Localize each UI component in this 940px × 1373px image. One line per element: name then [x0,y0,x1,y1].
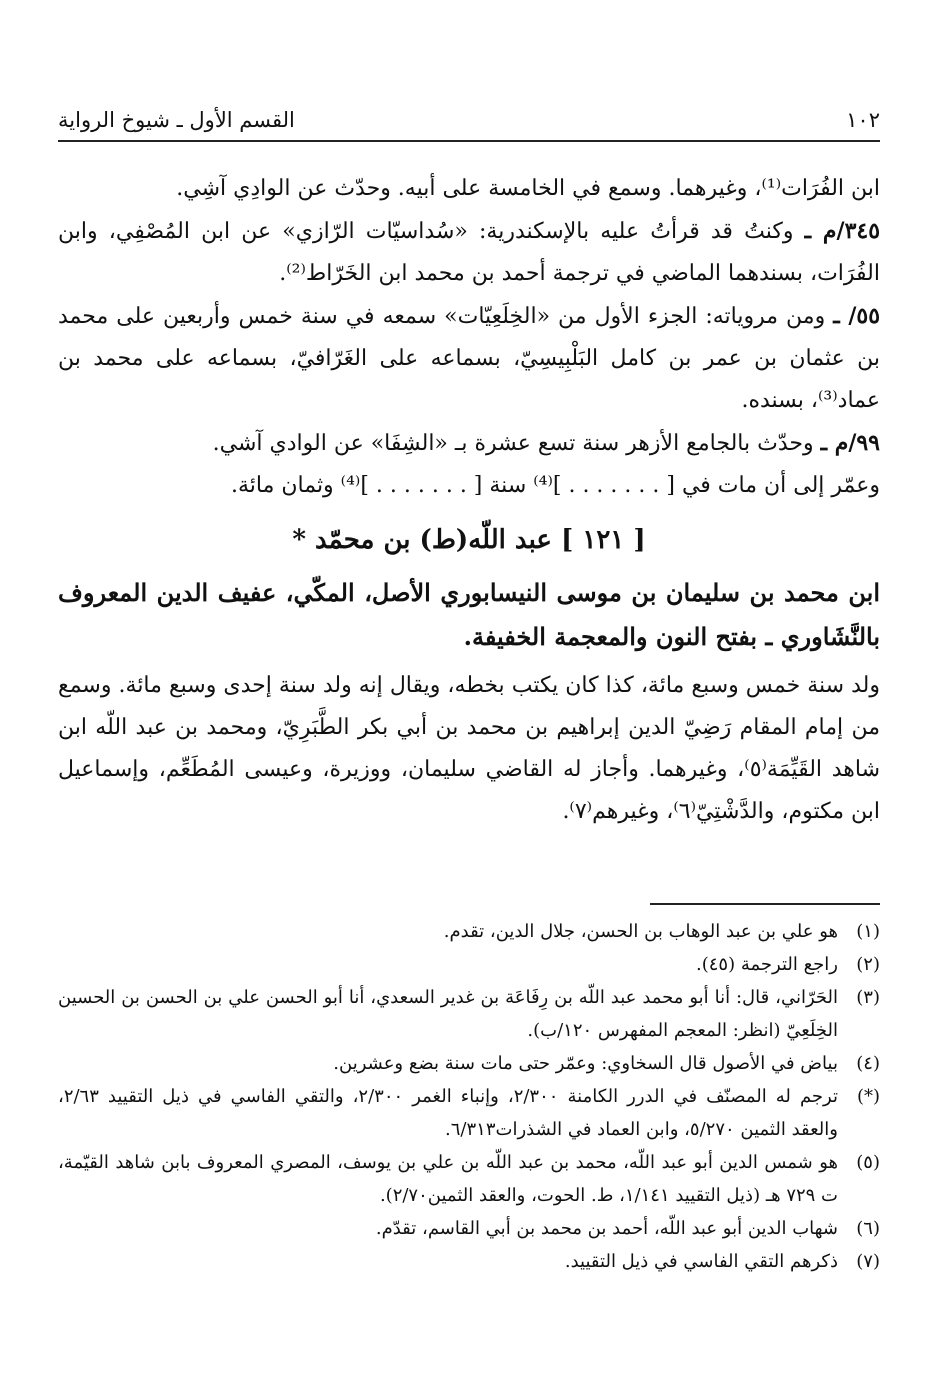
footnote-number: (٢) [856,954,880,975]
running-title: القسم الأول ـ شيوخ الرواية [58,108,295,132]
footnote-text: هو علي بن عبد الوهاب بن الحسن، جلال الدين، تقدم. [443,921,838,942]
paragraph: وعمّر إلى أن مات في [ . . . . . . . ]⁽⁴⁾ سنة [ . . . . . . . ]⁽⁴⁾ وثمان مائة. [230,473,880,498]
footnote-text: بياض في الأصول قال السخاوي: وعمّر حتى مات سنة بضع وعشرين. [333,1053,838,1074]
footnote-text: الحَرّاني، قال: أنا أبو محمد عبد اللّه بن رِفَاعَة بن غدير السعدي، أنا أبو الحسن علي بن الحسن بن الحسين الخِلَعِيّ (انظر: المعجم المفهرس ١٢٠/ب). [58,987,838,1041]
footnote [58,981,880,1047]
entry-title: [ ١٢١ ] عبد اللّه(ط) بن محمّد * [292,525,646,555]
footnote-text: هو شمس الدين أبو عبد اللّه، محمد بن عبد اللّه بن علي بن يوسف، المصري المعروف بابن شاهد القيّمة، ت ٧٢٩ هـ (ذيل التقييد ١/١٤١، ط. الحوت، والعقد الثمين٢/٧٠). [58,1152,838,1206]
paragraph-text: وحدّث بالجامع الأزهر سنة تسع عشرة بـ «الشِفَا» عن الوادي آشي. [212,431,814,456]
page-number: ١٠٢ [846,108,880,132]
footnote [58,1080,880,1146]
footnote [58,915,880,948]
footnote [58,1212,880,1245]
paragraph: ابن الفُرَات⁽¹⁾، وغيرهما. وسمع في الخامسة على أبيه. وحدّث عن الوادِي آشِي. [176,176,880,201]
footnote-number: (*) [856,1086,880,1107]
footnote [58,1146,880,1212]
footnote-number: (٤) [856,1053,880,1074]
footnote-text: ترجم له المصنّف في الدرر الكامنة ٢/٣٠٠، وإنباء الغمر ٢/٣٠٠، والتقي الفاسي في ذيل التقييد ٢/٦٣، والعقد الثمين ٥/٢٧٠، وابن العماد في الشذرات٦/٣١٣. [58,1086,838,1140]
footnote-number: (٦) [856,1218,880,1239]
paragraph-text: ومن مروياته: الجزء الأول من «الخِلَعِيّات» سمعه في سنة خمس وأربعين على محمد بن عثمان بن عمر بن كامل البَلْبِيسِيّ، بسماعه على الغَرّافيّ، بسماعه على محمد بن عماد⁽³⁾، بسنده. [58,304,880,413]
footnote-text: ذكرهم التقي الفاسي في ذيل التقييد. [564,1251,838,1272]
footnote [58,1245,880,1278]
book-page [58,0,880,1373]
footnote-text: راجع الترجمة (٤٥). [696,954,838,975]
footnote [58,1047,880,1080]
footnote-text: شهاب الدين أبو عبد اللّه، أحمد بن محمد بن أبي القاسم، تقدّم. [375,1218,838,1239]
running-head [58,92,880,142]
footnote-divider [650,903,880,905]
paragraph [58,295,880,422]
paragraph [58,422,880,465]
footnote-number: (٣) [856,987,880,1008]
footnotes [58,915,880,1278]
footnote-number: (١) [856,921,880,942]
paragraph [58,210,880,295]
entry-marker: ٣٤٥/م ـ [804,218,881,244]
footnote-number: (٧) [856,1251,880,1272]
paragraph-text: وكنتُ قد قرأتُ عليه بالإسكندرية: «سُداسيّات الرّازي» عن ابن المُصْفِي، وابن الفُرَات، بسندهما الماضي في ترجمة أحمد بن محمد ابن الخَرّاط⁽²⁾. [58,219,880,286]
paragraph: ولد سنة خمس وسبع مائة، كذا كان يكتب بخطه، ويقال إنه ولد سنة إحدى وسبع مائة. وسمع من إمام المقام رَضِيّ الدين إبراهيم بن محمد بن أبي بكر الطَّبَرِيّ، ومحمد بن عبد اللّه ابن شاهد القَيِّمَة⁽٥⁾، وغيرهما. وأجاز له القاضي سليمان، ووزيرة، وعيسى المُطَعِّم، وإسماعيل ابن مكتوم، والدَّشْتِيّ⁽٦⁾، وغيرهم⁽٧⁾. [58,673,881,824]
entry-lead: ابن محمد بن سليمان بن موسى النيسابوري الأصل، المكّي، عفيف الدين المعروف بالنَّشَاوري ـ بفتح النون والمعجمة الخفيفة. [58,578,880,651]
entry-marker: ٥٥/ ـ [833,303,881,329]
entry-marker: ٩٩/م ـ [820,430,880,456]
footnote [58,948,880,981]
footnote-number: (٥) [856,1152,880,1173]
main-text [58,168,880,833]
